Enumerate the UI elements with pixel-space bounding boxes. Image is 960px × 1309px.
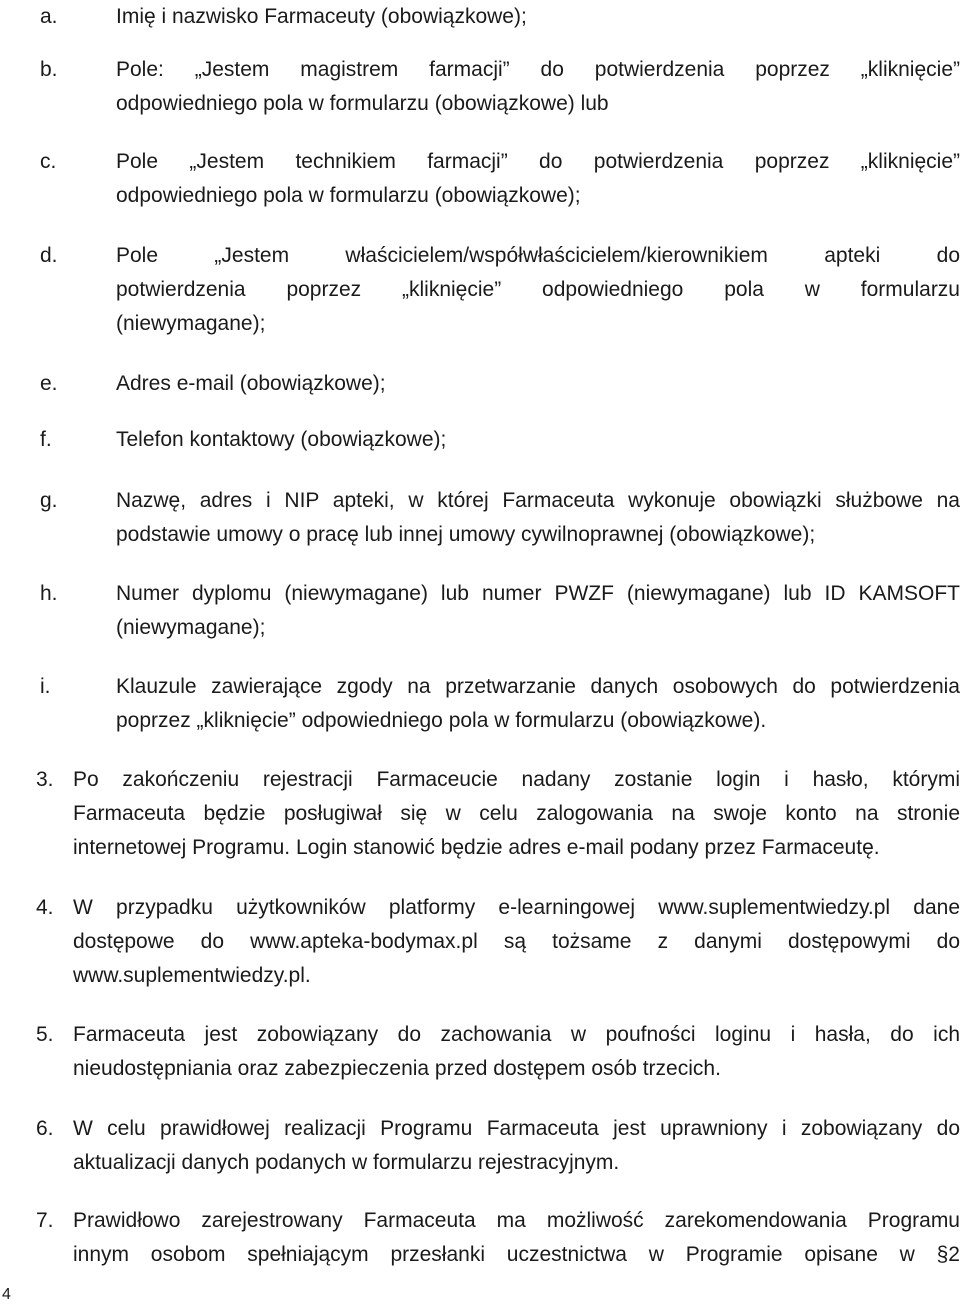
list-marker: b. [40, 58, 58, 81]
list-item-text: (niewymagane); [116, 616, 266, 639]
list-marker: i. [40, 675, 51, 698]
paragraph-text: Po zakończeniu rejestracji Farmaceucie nadany zostanie login i hasło, którymi [73, 768, 960, 791]
list-marker: 7. [36, 1209, 54, 1232]
paragraph-text: innym osobom spełniającym przesłanki uczestnictwa w Programie opisane w §2 [73, 1243, 960, 1266]
list-item-text: Pole: „Jestem magistrem farmacji” do potwierdzenia poprzez „kliknięcie” [116, 58, 960, 81]
list-item-text: Pole „Jestem właścicielem/współwłaścicielem/kierownikiem apteki do [116, 244, 960, 267]
list-marker: h. [40, 582, 58, 605]
list-item-text: Klauzule zawierające zgody na przetwarzanie danych osobowych do potwierdzenia [116, 675, 960, 698]
page-number: 4 [2, 1286, 11, 1303]
paragraph-text: Farmaceuta jest zobowiązany do zachowania w poufności loginu i hasła, do ich [73, 1023, 960, 1046]
list-item-text: Adres e-mail (obowiązkowe); [116, 372, 386, 395]
paragraph-text: W przypadku użytkowników platformy e-learningowej www.suplementwiedzy.pl dane [73, 896, 960, 919]
list-marker: 3. [36, 768, 54, 791]
paragraph-text: nieudostępniania oraz zabezpieczenia przed dostępem osób trzecich. [73, 1057, 721, 1080]
list-item-text: podstawie umowy o pracę lub innej umowy cywilnoprawnej (obowiązkowe); [116, 523, 816, 546]
paragraph-text: Farmaceuta będzie posługiwał się w celu zalogowania na swoje konto na stronie [73, 802, 960, 825]
paragraph-text: dostępowe do www.apteka-bodymax.pl są tożsame z danymi dostępowymi do [73, 930, 960, 953]
list-item-text: odpowiedniego pola w formularzu (obowiązkowe); [116, 184, 581, 207]
list-item-text: odpowiedniego pola w formularzu (obowiązkowe) lub [116, 92, 609, 115]
list-item-text: poprzez „kliknięcie” odpowiedniego pola w formularzu (obowiązkowe). [116, 709, 767, 732]
list-item-text: (niewymagane); [116, 312, 266, 335]
list-marker: a. [40, 5, 58, 28]
paragraph-text: aktualizacji danych podanych w formularzu rejestracyjnym. [73, 1151, 620, 1174]
list-marker: 6. [36, 1117, 54, 1140]
list-item-text: Telefon kontaktowy (obowiązkowe); [116, 428, 447, 451]
list-marker: 5. [36, 1023, 54, 1046]
paragraph-text: internetowej Programu. Login stanowić będzie adres e-mail podany przez Farmaceutę. [73, 836, 880, 859]
list-marker: g. [40, 489, 58, 512]
list-marker: c. [40, 150, 57, 173]
list-item-text: potwierdzenia poprzez „kliknięcie” odpowiedniego pola w formularzu [116, 278, 960, 301]
list-marker: f. [40, 428, 52, 451]
paragraph-text: W celu prawidłowej realizacji Programu Farmaceuta jest uprawniony i zobowiązany do [73, 1117, 960, 1140]
list-marker: 4. [36, 896, 54, 919]
list-item-text: Imię i nazwisko Farmaceuty (obowiązkowe); [116, 5, 527, 28]
list-item-text: Nazwę, adres i NIP apteki, w której Farmaceuta wykonuje obowiązki służbowe na [116, 489, 960, 512]
list-marker: d. [40, 244, 58, 267]
paragraph-text: Prawidłowo zarejestrowany Farmaceuta ma możliwość zarekomendowania Programu [73, 1209, 960, 1232]
list-item-text: Pole „Jestem technikiem farmacji” do potwierdzenia poprzez „kliknięcie” [116, 150, 960, 173]
list-item-text: Numer dyplomu (niewymagane) lub numer PWZF (niewymagane) lub ID KAMSOFT [116, 582, 960, 605]
paragraph-text: www.suplementwiedzy.pl. [73, 964, 311, 987]
list-marker: e. [40, 372, 58, 395]
